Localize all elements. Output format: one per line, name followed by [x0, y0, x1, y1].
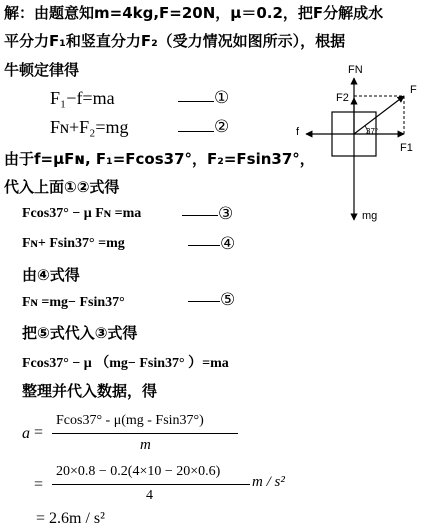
intro-line-1: 解：由题意知m=4kg,F=20N，μ＝0.2，把F分解成水: [4, 4, 384, 22]
fraction-2-denominator: 4: [146, 488, 153, 503]
acceleration-symbol: a: [22, 425, 30, 442]
equation-4-leader: [188, 245, 220, 246]
label-f1: F1: [400, 142, 413, 154]
applied-force-arrow: [354, 96, 404, 134]
fraction-1-bar: [52, 433, 238, 434]
equation-2: Fɴ+F₂=mg: [50, 117, 129, 137]
equation-1-leader: [178, 101, 214, 102]
equation-2-mark: ②: [214, 117, 230, 136]
equation-1-mark: ①: [214, 88, 230, 107]
equation-5-mark: ⑤: [220, 290, 236, 309]
equation-5-leader: [188, 301, 220, 302]
equation-3: Fcos37° − μ Fɴ =ma: [22, 206, 142, 221]
equation-5: Fɴ =mg− Fsin37°: [22, 295, 125, 310]
fraction-1-denominator: m: [140, 437, 151, 453]
equation-2-leader: [178, 131, 214, 132]
label-f: F: [410, 84, 417, 96]
label-friction: f: [296, 126, 300, 138]
label-angle: 37°: [366, 127, 379, 136]
equation-4-mark: ④: [220, 234, 236, 253]
label-fn: FN: [348, 64, 363, 76]
final-result: = 2.6m / s²: [36, 510, 105, 527]
substitute-eq5-text: 把⑤式代入③式得: [22, 324, 138, 342]
equation-1: F₁−f=ma: [50, 88, 115, 108]
unit-label: m / s²: [252, 474, 285, 490]
arrange-text: 整理并代入数据，得: [22, 382, 158, 400]
equals-sign-2: =: [34, 476, 44, 493]
from-eq4-text: 由④式得: [22, 266, 80, 284]
since-line-1: 由于f=μFɴ, F₁=Fcos37°，F₂=Fsin37°，: [4, 150, 315, 168]
equation-3-leader: [182, 215, 218, 216]
since-line-2: 代入上面①②式得: [4, 178, 120, 196]
equation-4: Fɴ+ Fsin37° =mg: [22, 236, 125, 251]
equation-6: Fcos37° − μ （mg− Fsin37° ）=ma: [22, 356, 229, 371]
fraction-1-numerator: Fcos37° - μ(mg - Fsin37°): [56, 413, 204, 428]
fraction-2-numerator: 20×0.8 − 0.2(4×10 − 20×0.6): [56, 464, 221, 479]
equation-3-mark: ③: [218, 204, 234, 223]
fraction-2-bar: [52, 484, 250, 485]
label-mg: mg: [362, 210, 378, 222]
intro-line-2: 平分力F₁和竖直分力F₂（受力情况如图所示），根据: [4, 32, 346, 50]
label-f2: F2: [336, 92, 349, 104]
equals-sign-1: =: [34, 424, 44, 441]
intro-line-3: 牛顿定律得: [4, 61, 80, 79]
